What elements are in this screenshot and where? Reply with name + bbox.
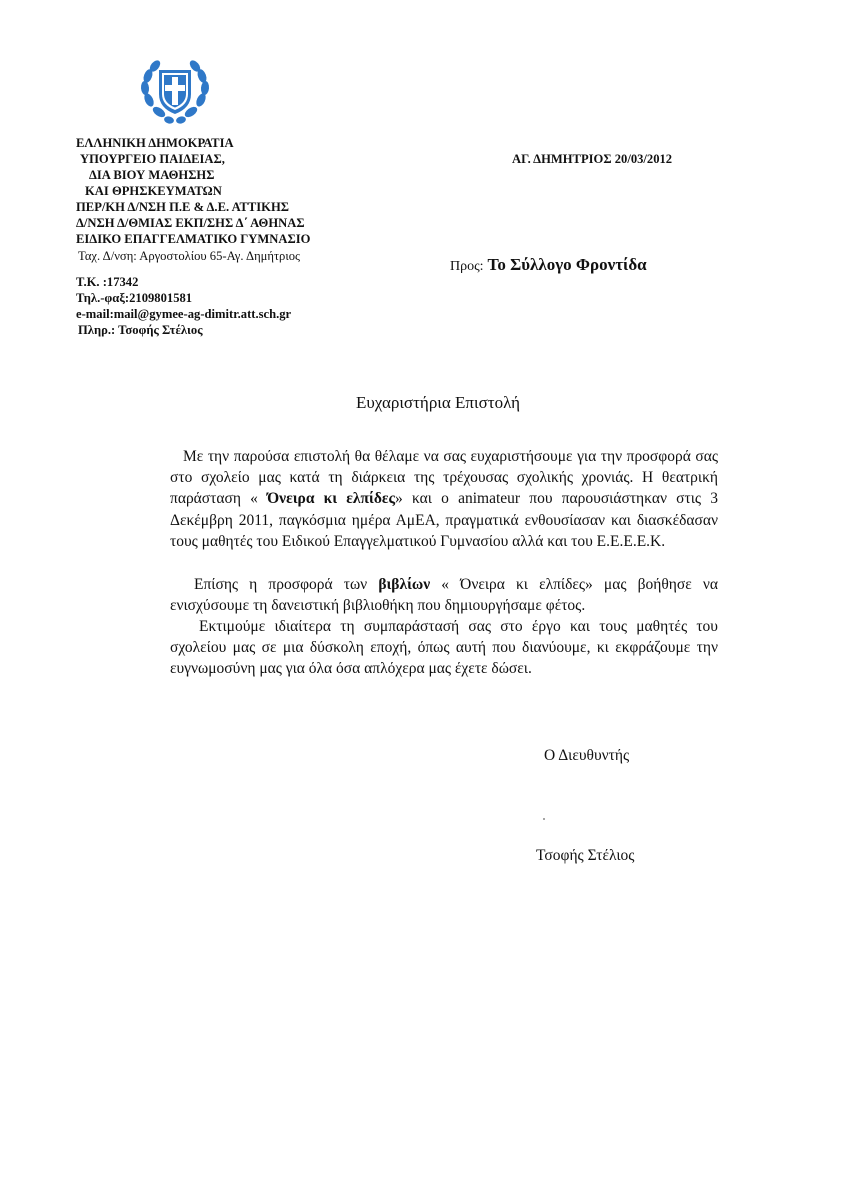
- body-p2-text-a: Επίσης η προσφορά των: [194, 576, 379, 593]
- header-address: Ταχ. Δ/νση: Αργοστολίου 65-Αγ. Δημήτριος: [78, 249, 301, 263]
- recipient-name: Το Σύλλογο Φροντίδα: [487, 255, 647, 274]
- header-contact-person: Πληρ.: Τσοφής Στέλιος: [78, 323, 203, 337]
- header-postal-code: Τ.Κ. :17342: [76, 275, 139, 289]
- header-phone-fax: Τηλ.-φαξ:2109801581: [76, 291, 193, 305]
- letter-subject: Ευχαριστήρια Επιστολή: [356, 393, 521, 412]
- body-p2-text-b: « Όνειρα κι ελπίδες» μας βοήθησε να ενισχύσουμε τη δανειστική βιβλιοθήκη που δημιουργήσαμε φέτος.: [170, 576, 718, 615]
- recipient-line: [450, 255, 647, 275]
- header-ministry-line3: ΚΑΙ ΘΡΗΣΚΕΥΜΑΤΩΝ: [85, 184, 222, 198]
- signature-title: Ο Διευθυντής: [544, 747, 630, 764]
- header-school-name: ΕΙΔΙΚΟ ΕΠΑΓΓΕΛΜΑΤΙΚΟ ΓΥΜΝΑΣΙΟ: [76, 232, 311, 246]
- header-ministry: ΥΠΟΥΡΓΕΙΟ ΠΑΙΔΕΙΑΣ,: [80, 152, 225, 166]
- body-paragraph-3: Εκτιμούμε ιδιαίτερα τη συμπαράστασή σας στο έργο και τους μαθητές του σχολείου μας σε μια δύσκολη εποχή, όπως αυτή που διανύουμε, κι εκφράζουμε την ευγνωμοσύνη μας για όλα όσα απλόχερα μας έχετε δώσει.: [170, 618, 718, 678]
- header-regional-directorate: ΠΕΡ/ΚΗ Δ/ΝΣΗ Π.Ε & Δ.Ε. ΑΤΤΙΚΗΣ: [76, 200, 289, 214]
- greek-emblem-icon: [135, 50, 215, 130]
- header-email: e-mail:mail@gymee-ag-dimitr.att.sch.gr: [76, 307, 292, 321]
- header-secondary-directorate: Δ/ΝΣΗ Δ/ΘΜΙΑΣ ΕΚΠ/ΣΗΣ Δ΄ ΑΘΗΝΑΣ: [76, 216, 305, 230]
- body-p2-bold: βιβλίων: [378, 576, 431, 593]
- body-p1-bold: Όνειρα κι ελπίδες: [267, 490, 396, 508]
- letter-date: ΑΓ. ΔΗΜΗΤΡΙΟΣ 20/03/2012: [512, 152, 673, 166]
- body-paragraph-1: [170, 446, 718, 552]
- header-ministry-line2: ΔΙΑ ΒΙΟΥ ΜΑΘΗΣΗΣ: [89, 168, 215, 182]
- header-country: ΕΛΛΗΝΙΚΗ ΔΗΜΟΚΡΑΤΙΑ: [76, 136, 234, 150]
- body-paragraph-2: [170, 574, 718, 616]
- signature-name: Τσοφής Στέλιος: [536, 847, 635, 864]
- body-p1-text-a: Με την παρούσα επιστολή θα θέλαμε να σας ευχαριστήσουμε για την προσφορά σας στο σχολείο μας κατά τη διάρκεια της τρέχουσας σχολικής χρονιάς. Η θεατρική παράσταση «: [170, 448, 718, 508]
- recipient-prefix: Προς:: [450, 259, 484, 274]
- scan-speck: [543, 818, 545, 820]
- body-p1-text-b: » και ο animateur που παρουσιάστηκαν στις 3 Δεκέμβρη 2011, παγκόσμια ημέρα ΑμΕΑ, πραγματικά ενθουσίασαν και διασκέδασαν τους μαθητές του Ειδικού Επαγγελματικού Γυμνασίου αλλά και του Ε.Ε.Ε.Ε.Κ.: [170, 490, 718, 550]
